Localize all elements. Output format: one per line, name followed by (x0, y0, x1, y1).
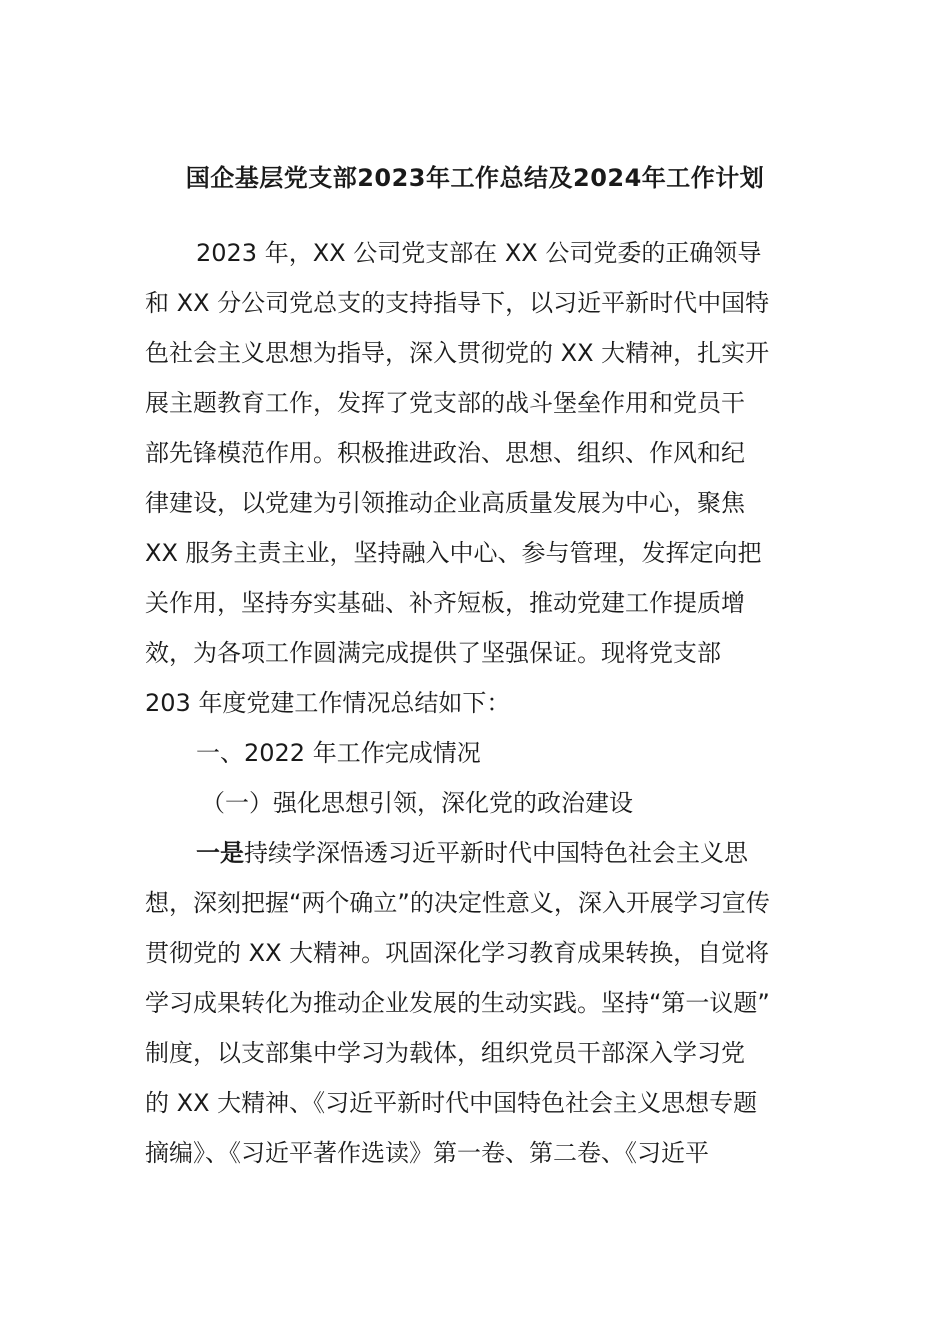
document-title: 国企基层党支部2023年工作总结及2024年工作计划 (185, 164, 765, 192)
section-heading: 一、2022 年工作完成情况 (196, 739, 481, 767)
point1-line: 想，深刻把握“两个确立”的决定性意义，深入开展学习宣传 (145, 889, 770, 917)
intro-line: 效，为各项工作圆满完成提供了坚强保证。现将党支部 (145, 639, 721, 667)
intro-line: 和 XX 分公司党总支的支持指导下，以习近平新时代中国特 (145, 289, 770, 317)
intro-line: 律建设，以党建为引领推动企业高质量发展为中心，聚焦 (145, 489, 745, 517)
point1-line: 贯彻党的 XX 大精神。巩固深化学习教育成果转换，自觉将 (145, 939, 770, 967)
intro-line: 203 年度党建工作情况总结如下： (145, 689, 511, 717)
intro-line: 部先锋模范作用。积极推进政治、思想、组织、作风和纪 (145, 439, 745, 467)
document-body (145, 228, 815, 1178)
point1-lead: 一是 (196, 839, 244, 867)
intro-line: 色社会主义思想为指导，深入贯彻党的 XX 大精神，扎实开 (145, 339, 770, 367)
intro-line: 展主题教育工作，发挥了党支部的战斗堡垒作用和党员干 (145, 389, 745, 417)
intro-line: XX 服务主责主业，坚持融入中心、参与管理，发挥定向把 (145, 539, 762, 567)
point1-line: 制度，以支部集中学习为载体，组织党员干部深入学习党 (145, 1039, 745, 1067)
point1-first-line-text: 持续学深悟透习近平新时代中国特色社会主义思 (244, 839, 748, 867)
point1-line: 摘编》、《习近平著作选读》第一卷、第二卷、《习近平 (145, 1139, 709, 1167)
point1-line: 学习成果转化为推动企业发展的生动实践。坚持“第一议题” (145, 989, 770, 1017)
point1-first-line (145, 828, 815, 878)
intro-line: 关作用，坚持夯实基础、补齐短板，推动党建工作提质增 (145, 589, 745, 617)
subsection-heading: （一）强化思想引领，深化党的政治建设 (201, 789, 633, 817)
intro-line: 2023 年，XX 公司党支部在 XX 公司党委的正确领导 (196, 239, 762, 267)
point1-line: 的 XX 大精神、《习近平新时代中国特色社会主义思想专题 (145, 1089, 758, 1117)
